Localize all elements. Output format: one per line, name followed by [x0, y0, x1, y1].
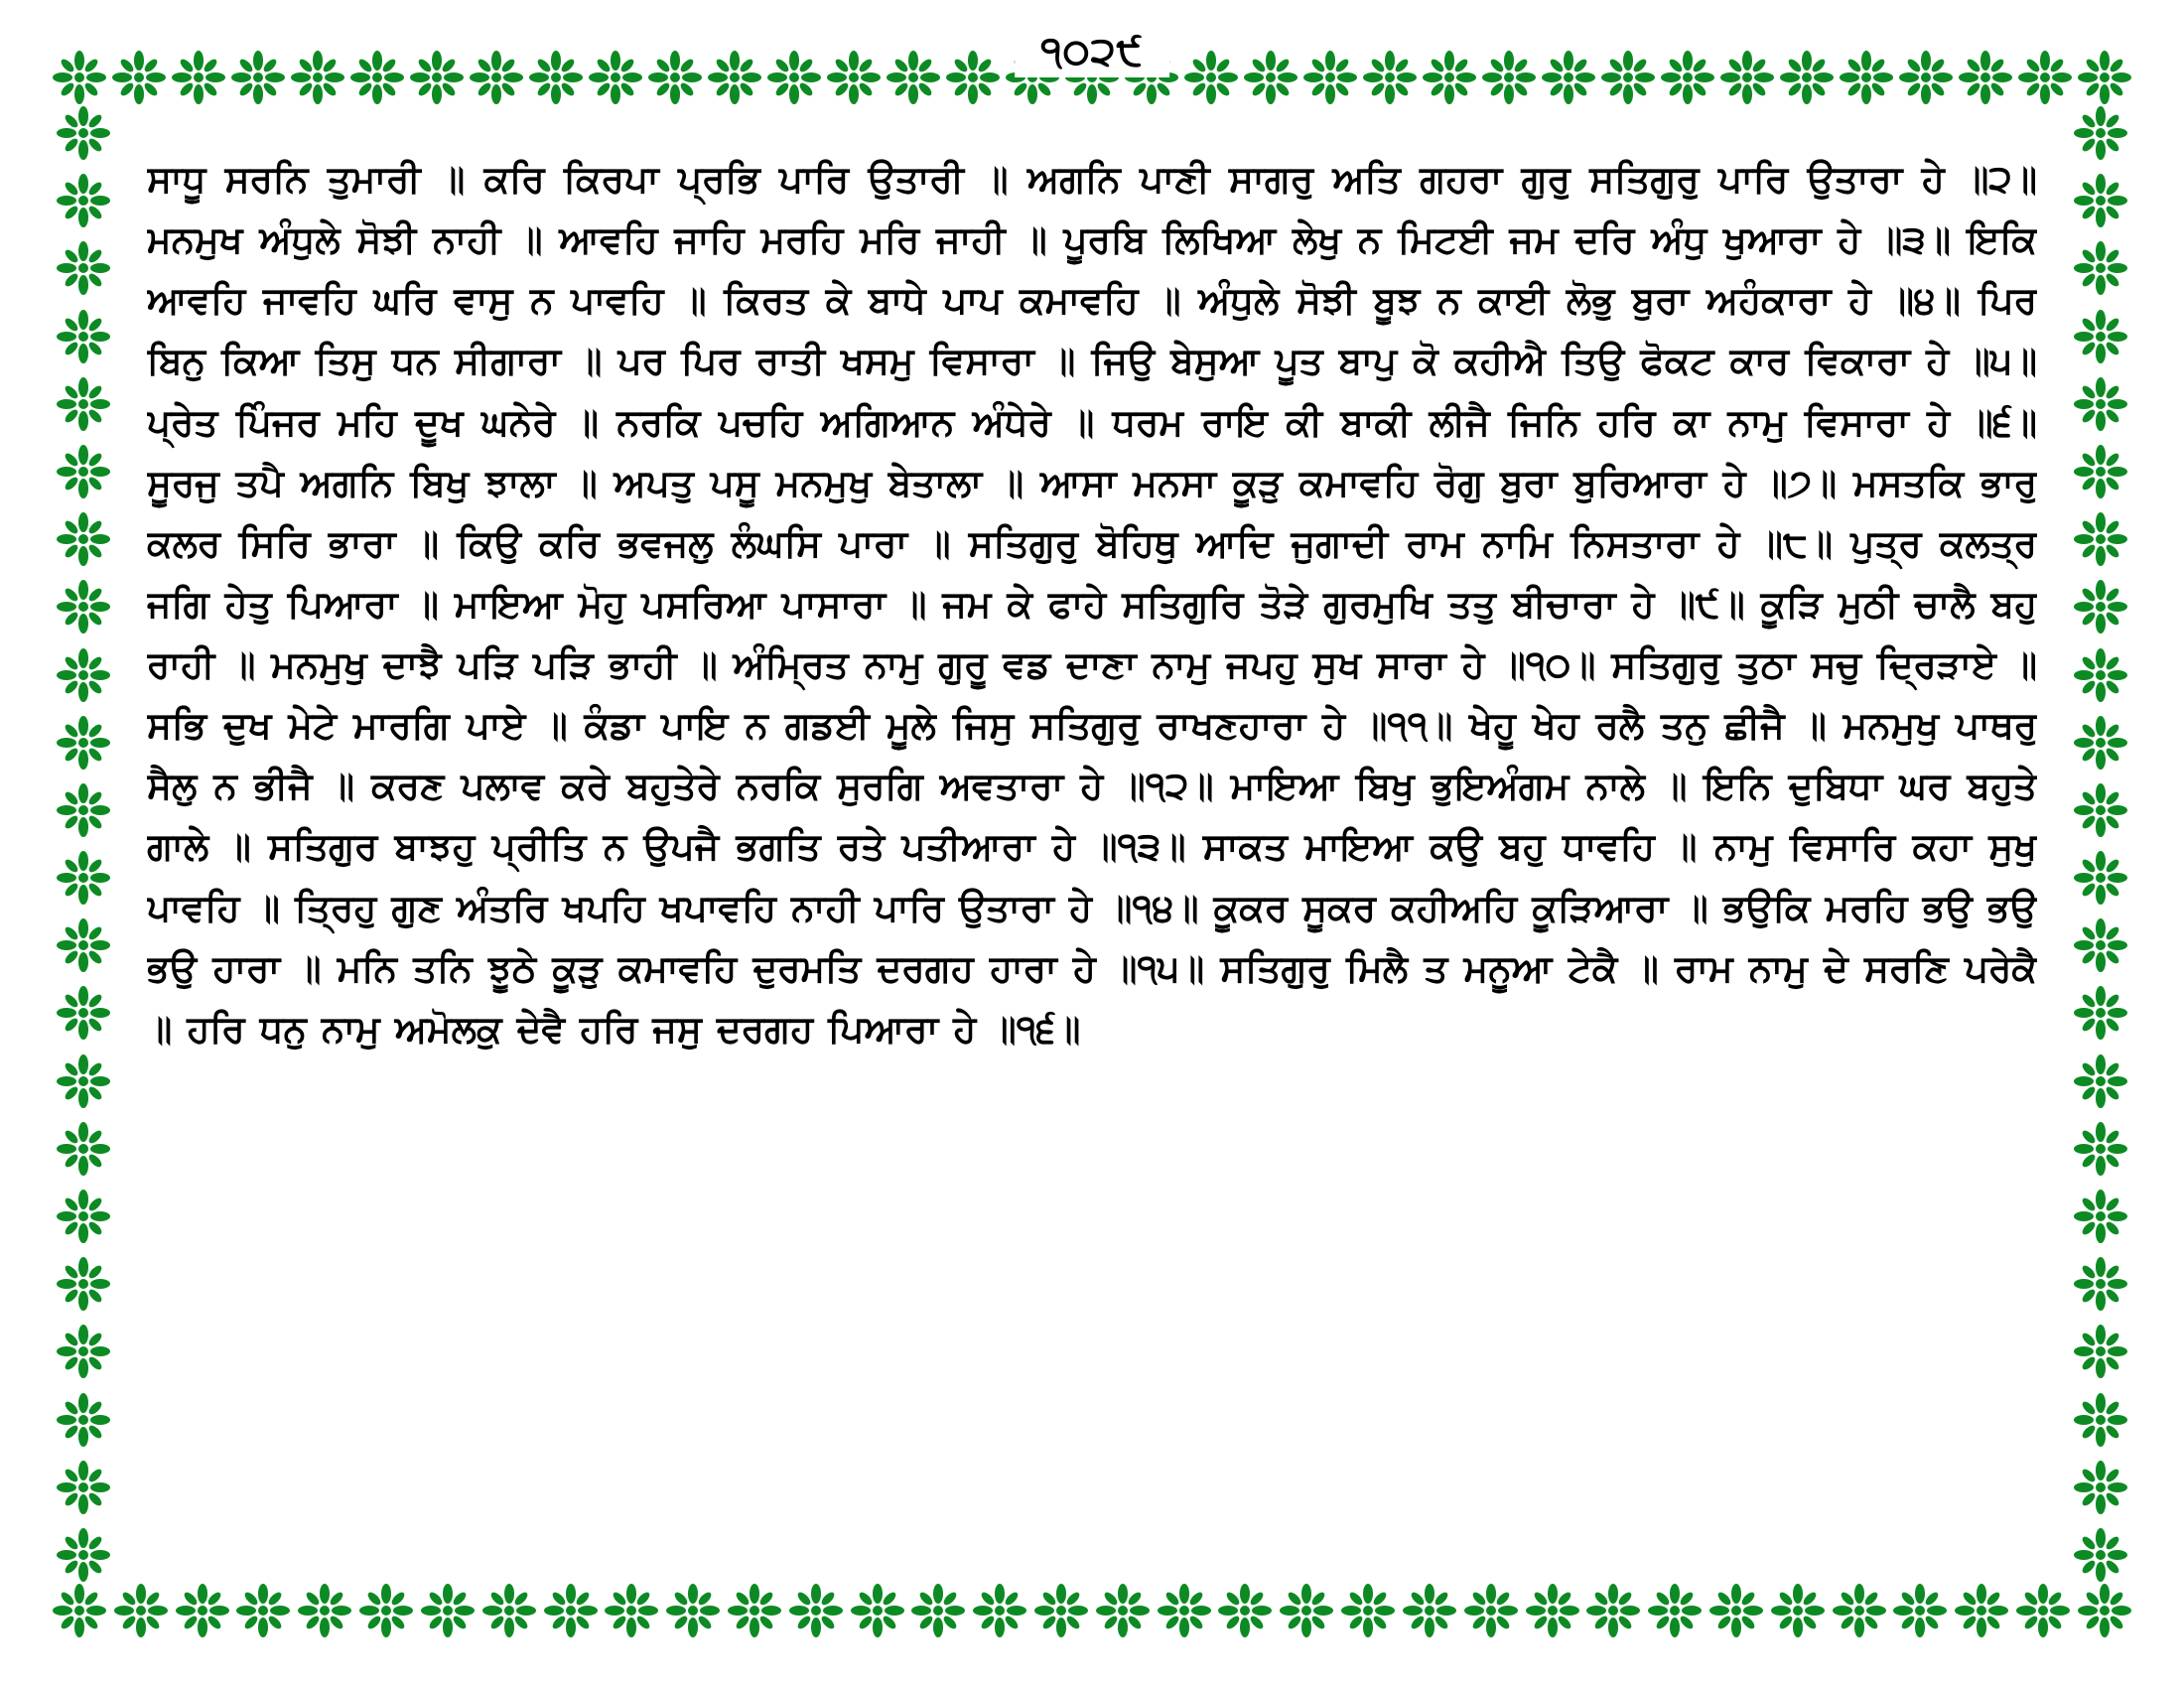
floral-motif-icon — [56, 1324, 111, 1379]
floral-motif-icon — [469, 50, 524, 105]
scripture-text-area — [147, 149, 2037, 1529]
floral-motif-icon — [1954, 1583, 2009, 1638]
floral-motif-icon — [2073, 579, 2128, 634]
floral-motif-icon — [2073, 1189, 2128, 1244]
floral-motif-icon — [2073, 1054, 2128, 1109]
floral-motif-icon — [2073, 1392, 2128, 1448]
floral-motif-icon — [230, 50, 286, 105]
floral-motif-icon — [2073, 850, 2128, 906]
floral-motif-icon — [2073, 647, 2128, 703]
floral-motif-icon — [886, 50, 941, 105]
floral-motif-icon — [528, 50, 584, 105]
floral-motif-icon — [2073, 309, 2128, 364]
floral-motif-icon — [588, 50, 643, 105]
floral-motif-icon — [409, 50, 465, 105]
floral-motif-icon — [1708, 1583, 1764, 1638]
floral-motif-icon — [1302, 50, 1358, 105]
floral-motif-icon — [665, 1583, 721, 1638]
floral-motif-icon — [1770, 1583, 1826, 1638]
floral-motif-icon — [1362, 50, 1418, 105]
floral-motif-icon — [2073, 1324, 2128, 1379]
floral-motif-icon — [2073, 240, 2128, 296]
floral-motif-icon — [56, 850, 111, 906]
floral-motif-icon — [1481, 50, 1537, 105]
floral-motif-icon — [850, 1583, 905, 1638]
floral-motif-icon — [1157, 1583, 1212, 1638]
floral-motif-icon — [2073, 511, 2128, 567]
floral-motif-icon — [1541, 50, 1596, 105]
floral-motif-icon — [2073, 715, 2128, 771]
floral-motif-icon — [1183, 50, 1239, 105]
floral-motif-icon — [171, 50, 226, 105]
floral-motif-icon — [2073, 376, 2128, 432]
floral-motif-icon — [52, 1583, 107, 1638]
floral-motif-icon — [766, 50, 822, 105]
floral-motif-icon — [175, 1583, 230, 1638]
floral-motif-icon — [56, 309, 111, 364]
floral-motif-icon — [481, 1583, 537, 1638]
floral-motif-icon — [1585, 1583, 1641, 1638]
floral-motif-icon — [2073, 1460, 2128, 1515]
floral-motif-icon — [826, 50, 882, 105]
floral-motif-icon — [1898, 50, 1954, 105]
floral-motif-icon — [56, 715, 111, 771]
floral-motif-icon — [1217, 1583, 1273, 1638]
floral-motif-icon — [604, 1583, 659, 1638]
floral-motif-icon — [56, 105, 111, 161]
floral-motif-icon — [56, 173, 111, 228]
floral-motif-icon — [2017, 50, 2073, 105]
border-bottom — [52, 1579, 2132, 1642]
floral-motif-icon — [2073, 1256, 2128, 1312]
floral-motif-icon — [2073, 782, 2128, 838]
floral-motif-icon — [56, 240, 111, 296]
floral-motif-icon — [1095, 1583, 1151, 1638]
floral-motif-icon — [56, 782, 111, 838]
floral-motif-icon — [235, 1583, 291, 1638]
floral-motif-icon — [1958, 50, 2013, 105]
border-right — [2069, 105, 2132, 1583]
floral-motif-icon — [1647, 1583, 1703, 1638]
floral-motif-icon — [1892, 1583, 1948, 1638]
floral-motif-icon — [113, 1583, 169, 1638]
floral-motif-icon — [56, 1256, 111, 1312]
floral-motif-icon — [349, 50, 405, 105]
page-number: ੧੦੨੯ — [1040, 29, 1144, 74]
floral-motif-icon — [1033, 1583, 1089, 1638]
floral-motif-icon — [56, 1527, 111, 1583]
floral-motif-icon — [1340, 1583, 1396, 1638]
floral-motif-icon — [56, 1054, 111, 1109]
floral-motif-icon — [358, 1583, 414, 1638]
floral-motif-icon — [52, 50, 107, 105]
floral-motif-icon — [2073, 1121, 2128, 1177]
floral-motif-icon — [1243, 50, 1298, 105]
floral-motif-icon — [2073, 444, 2128, 499]
floral-motif-icon — [543, 1583, 599, 1638]
floral-motif-icon — [1719, 50, 1775, 105]
floral-motif-icon — [1832, 1583, 1887, 1638]
floral-motif-icon — [56, 1121, 111, 1177]
scripture-body-text: ਸਾਧੂ ਸਰਨਿ ਤੁਮਾਰੀ ॥ ਕਰਿ ਕਿਰਪਾ ਪ੍ਰਭਿ ਪਾਰਿ ਉਤਾਰੀ ॥ ਅਗਨਿ ਪਾਣੀ ਸਾਗਰੁ ਅਤਿ ਗਹਰਾ ਗੁਰੁ ਸਤਿਗੁਰੁ ਪਾਰਿ ਉਤਾਰਾ ਹੇ ॥੨॥ ਮਨਮੁਖ ਅੰਧੁਲੇ ਸੋਝੀ ਨਾਹੀ ॥ ਆਵਹਿ ਜਾਹਿ ਮਰਹਿ ਮਰਿ ਜਾਹੀ ॥ ਪੂਰਬਿ ਲਿਖਿਆ ਲੇਖੁ ਨ ਮਿਟਈ ਜਮ ਦਰਿ ਅੰਧੁ ਖੁਆਰਾ ਹੇ ॥੩॥ ਇਕਿ ਆਵਹਿ ਜਾਵਹਿ ਘਰਿ ਵਾਸੁ ਨ ਪਾਵਹਿ ॥ ਕਿਰਤ ਕੇ ਬਾਧੇ ਪਾਪ ਕਮਾਵਹਿ ॥ ਅੰਧੁਲੇ ਸੋਝੀ ਬੂਝ ਨ ਕਾਈ ਲੋਭੁ ਬੁਰਾ ਅਹੰਕਾਰਾ ਹੇ ॥੪॥ ਪਿਰ ਬਿਨੁ ਕਿਆ ਤਿਸੁ ਧਨ ਸੀਗਾਰਾ ॥ ਪਰ ਪਿਰ ਰਾਤੀ ਖਸਮੁ ਵਿਸਾਰਾ ॥ ਜਿਉ ਬੇਸੁਆ ਪੂਤ ਬਾਪੁ ਕੋ ਕਹੀਐ ਤਿਉ ਫੋਕਟ ਕਾਰ ਵਿਕਾਰਾ ਹੇ ॥੫॥ ਪ੍ਰੇਤ ਪਿੰਜਰ ਮਹਿ ਦੂਖ ਘਨੇਰੇ ॥ ਨਰਕਿ ਪਚਹਿ ਅਗਿਆਨ ਅੰਧੇਰੇ ॥ ਧਰਮ ਰਾਇ ਕੀ ਬਾਕੀ ਲੀਜੈ ਜਿਨਿ ਹਰਿ ਕਾ ਨਾਮੁ ਵਿਸਾਰਾ ਹੇ ॥੬॥ ਸੂਰਜੁ ਤਪੈ ਅਗਨਿ ਬਿਖੁ ਝਾਲਾ ॥ ਅਪਤੁ ਪਸੂ ਮਨਮੁਖੁ ਬੇਤਾਲਾ ॥ ਆਸਾ ਮਨਸਾ ਕੂੜੁ ਕਮਾਵਹਿ ਰੋਗੁ ਬੁਰਾ ਬੁਰਿਆਰਾ ਹੇ ॥੭॥ ਮਸਤਕਿ ਭਾਰੁ ਕਲਰ ਸਿਰਿ ਭਾਰਾ ॥ ਕਿਉ ਕਰਿ ਭਵਜਲੁ ਲੰਘਸਿ ਪਾਰਾ ॥ ਸਤਿਗੁਰੁ ਬੋਹਿਥੁ ਆਦਿ ਜੁਗਾਦੀ ਰਾਮ ਨਾਮਿ ਨਿਸਤਾਰਾ ਹੇ ॥੮॥ ਪੁਤ੍ਰ ਕਲਤ੍ਰ ਜਗਿ ਹੇਤੁ ਪਿਆਰਾ ॥ ਮਾਇਆ ਮੋਹੁ ਪਸਰਿਆ ਪਾਸਾਰਾ ॥ ਜਮ ਕੇ ਫਾਹੇ ਸਤਿਗੁਰਿ ਤੋੜੇ ਗੁਰਮੁਖਿ ਤਤੁ ਬੀਚਾਰਾ ਹੇ ॥੯॥ ਕੂੜਿ ਮੁਠੀ ਚਾਲੈ ਬਹੁ ਰਾਹੀ ॥ ਮਨਮੁਖੁ ਦਾਝੈ ਪੜਿ ਪੜਿ ਭਾਹੀ ॥ ਅੰਮ੍ਰਿਤ ਨਾਮੁ ਗੁਰੂ ਵਡ ਦਾਣਾ ਨਾਮੁ ਜਪਹੁ ਸੁਖ ਸਾਰਾ ਹੇ ॥੧੦॥ ਸਤਿਗੁਰੁ ਤੁਠਾ ਸਚੁ ਦ੍ਰਿੜਾਏ ॥ ਸਭਿ ਦੁਖ ਮੇਟੇ ਮਾਰਗਿ ਪਾਏ ॥ ਕੰਡਾ ਪਾਇ ਨ ਗਡਈ ਮੂਲੇ ਜਿਸੁ ਸਤਿਗੁਰੁ ਰਾਖਣਹਾਰਾ ਹੇ ॥੧੧॥ ਖੇਹੂ ਖੇਹ ਰਲੈ ਤਨੁ ਛੀਜੈ ॥ ਮਨਮੁਖੁ ਪਾਥਰੁ ਸੈਲੁ ਨ ਭੀਜੈ ॥ ਕਰਣ ਪਲਾਵ ਕਰੇ ਬਹੁਤੇਰੇ ਨਰਕਿ ਸੁਰਗਿ ਅਵਤਾਰਾ ਹੇ ॥੧੨॥ ਮਾਇਆ ਬਿਖੁ ਭੁਇਅੰਗਮ ਨਾਲੇ ॥ ਇਨਿ ਦੁਬਿਧਾ ਘਰ ਬਹੁਤੇ ਗਾਲੇ ॥ ਸਤਿਗੁਰ ਬਾਝਹੁ ਪ੍ਰੀਤਿ ਨ ਉਪਜੈ ਭਗਤਿ ਰਤੇ ਪਤੀਆਰਾ ਹੇ ॥੧੩॥ ਸਾਕਤ ਮਾਇਆ ਕਉ ਬਹੁ ਧਾਵਹਿ ॥ ਨਾਮੁ ਵਿਸਾਰਿ ਕਹਾ ਸੁਖੁ ਪਾਵਹਿ ॥ ਤ੍ਰਿਹੁ ਗੁਣ ਅੰਤਰਿ ਖਪਹਿ ਖਪਾਵਹਿ ਨਾਹੀ ਪਾਰਿ ਉਤਾਰਾ ਹੇ ॥੧੪॥ ਕੂਕਰ ਸੂਕਰ ਕਹੀਅਹਿ ਕੂੜਿਆਰਾ ॥ ਭਉਕਿ ਮਰਹਿ ਭਉ ਭਉ ਭਉ ਹਾਰਾ ॥ ਮਨਿ ਤਨਿ ਝੂਠੇ ਕੂੜੁ ਕਮਾਵਹਿ ਦੁਰਮਤਿ ਦਰਗਹ ਹਾਰਾ ਹੇ ॥੧੫॥ ਸਤਿਗੁਰੁ ਮਿਲੈ ਤ ਮਨੂਆ ਟੇਕੈ ॥ ਰਾਮ ਨਾਮੁ ਦੇ ਸਰਣਿ ਪਰੇਕੈ ॥ ਹਰਿ ਧਨੁ ਨਾਮੁ ਅਮੋਲਕੁ ਦੇਵੈ ਹਰਿ ਜਸੁ ਦਰਗਹ ਪਿਆਰਾ ਹੇ ॥੧੬॥ — [147, 157, 2037, 1051]
floral-motif-icon — [56, 444, 111, 499]
floral-motif-icon — [707, 50, 762, 105]
floral-motif-icon — [647, 50, 703, 105]
floral-motif-icon — [1600, 50, 1656, 105]
floral-motif-icon — [945, 50, 1001, 105]
floral-motif-icon — [2073, 173, 2128, 228]
floral-motif-icon — [56, 1189, 111, 1244]
floral-motif-icon — [1779, 50, 1835, 105]
floral-motif-icon — [290, 50, 345, 105]
floral-motif-icon — [297, 1583, 352, 1638]
floral-motif-icon — [56, 647, 111, 703]
floral-motif-icon — [1525, 1583, 1580, 1638]
floral-motif-icon — [2015, 1583, 2071, 1638]
floral-motif-icon — [56, 376, 111, 432]
floral-motif-icon — [111, 50, 167, 105]
floral-motif-icon — [2073, 105, 2128, 161]
floral-motif-icon — [56, 917, 111, 973]
floral-motif-icon — [1422, 50, 1477, 105]
floral-motif-icon — [727, 1583, 782, 1638]
floral-motif-icon — [1660, 50, 1715, 105]
floral-motif-icon — [56, 579, 111, 634]
floral-motif-icon — [2077, 1583, 2132, 1638]
floral-motif-icon — [56, 985, 111, 1041]
floral-motif-icon — [1279, 1583, 1334, 1638]
floral-motif-icon — [2077, 50, 2132, 105]
border-left — [52, 105, 115, 1583]
floral-motif-icon — [2073, 917, 2128, 973]
floral-motif-icon — [1839, 50, 1894, 105]
floral-motif-icon — [788, 1583, 844, 1638]
floral-motif-icon — [420, 1583, 476, 1638]
floral-motif-icon — [910, 1583, 966, 1638]
floral-motif-icon — [2073, 985, 2128, 1041]
floral-motif-icon — [972, 1583, 1027, 1638]
floral-motif-icon — [56, 511, 111, 567]
floral-motif-icon — [1402, 1583, 1457, 1638]
floral-motif-icon — [56, 1392, 111, 1448]
floral-motif-icon — [56, 1460, 111, 1515]
floral-motif-icon — [1463, 1583, 1519, 1638]
floral-motif-icon — [2073, 1527, 2128, 1583]
page-number-plate — [1015, 28, 1169, 77]
